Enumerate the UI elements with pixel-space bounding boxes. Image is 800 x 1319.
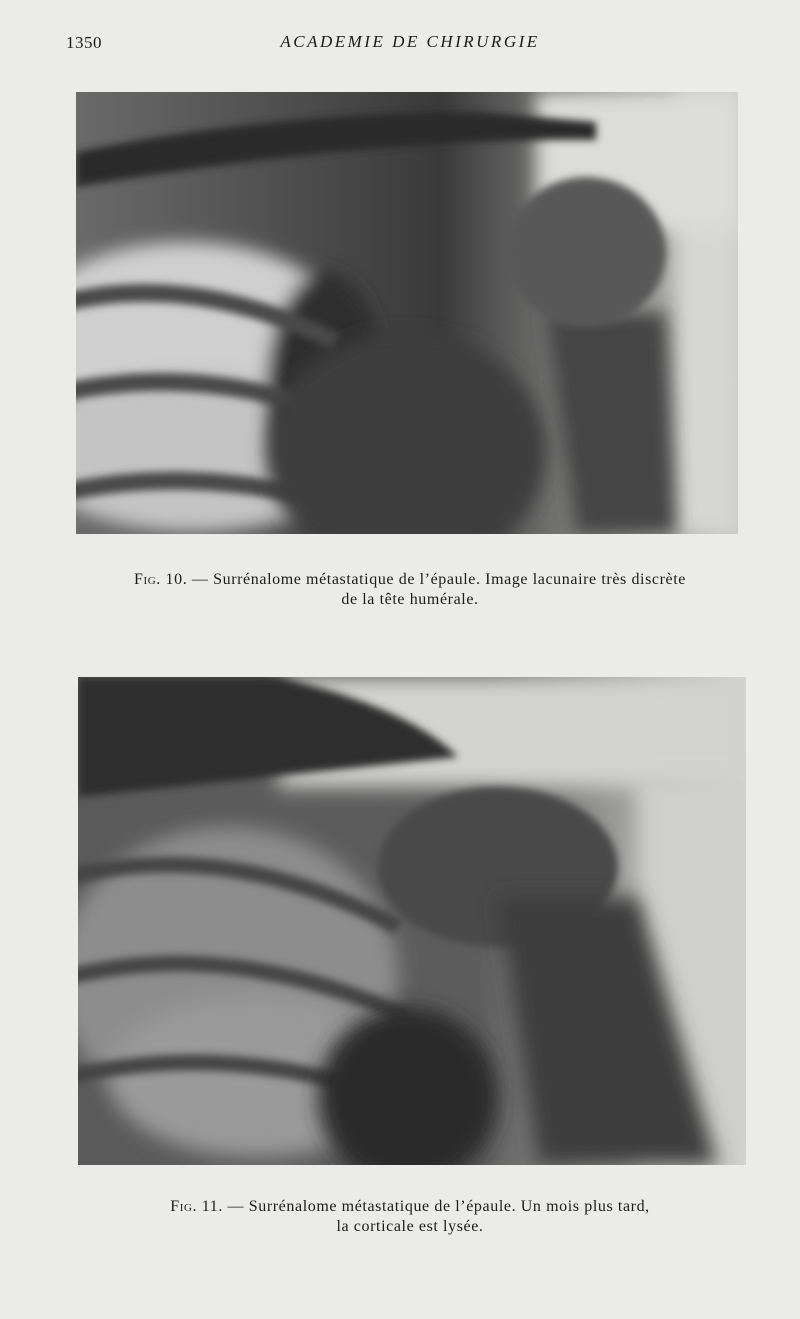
figure-10-label: Fig. 10.	[133, 571, 188, 588]
figure-11-radiograph	[78, 677, 746, 1165]
figure-10-radiograph	[76, 92, 738, 534]
figure-10-caption-line1: — Surrénalome métastatique de l’épaule. Image lacunaire très discrète	[191, 571, 686, 588]
figure-11-label: Fig. 11.	[170, 1198, 223, 1215]
figure-11-caption-line2: la corticale est lysée.	[336, 1218, 484, 1235]
figure-11-caption-line1: — Surrénalome métastatique de l’épaule. Un mois plus tard,	[227, 1198, 650, 1215]
page-number: 1350	[66, 33, 102, 52]
figure-10-caption	[70, 570, 750, 610]
figure-10-caption-line2: de la tête humérale.	[341, 591, 479, 608]
figure-11-caption	[100, 1197, 720, 1237]
running-title: ACADEMIE DE CHIRURGIE	[280, 32, 540, 51]
